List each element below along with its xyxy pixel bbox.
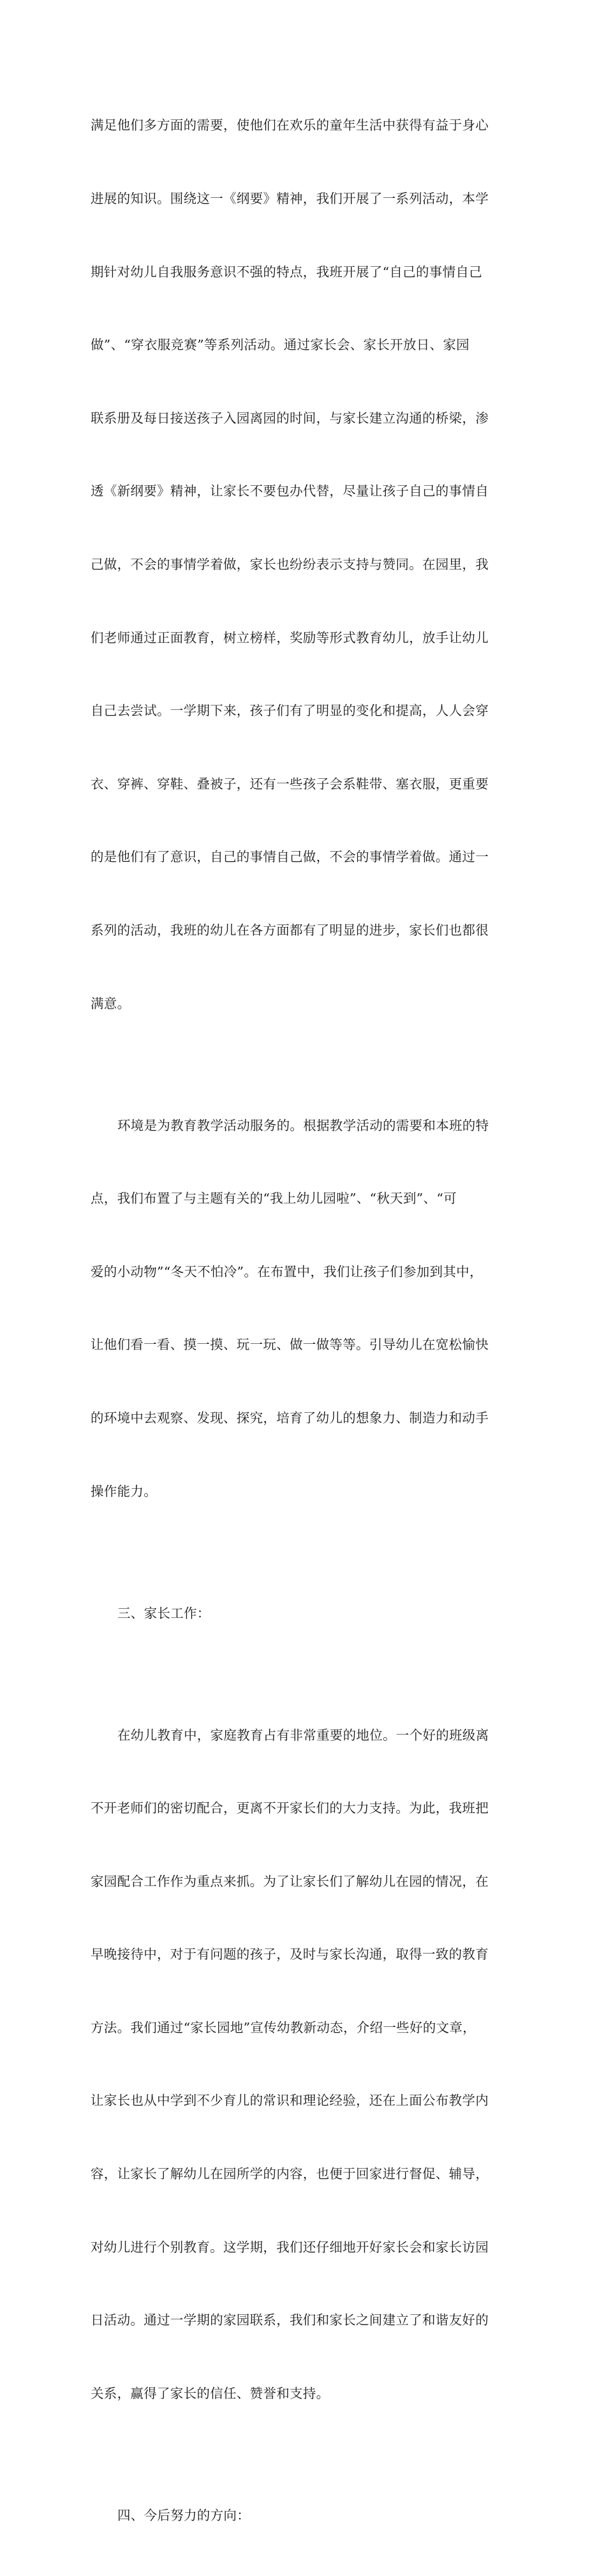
text-line: 的是他们有了意识，自己的事情自己做，不会的事情学着做。通过一 <box>91 849 489 865</box>
text-line: 早晚接待中，对于有问题的孩子，及时与家长沟通，取得一致的教育 <box>91 1947 489 1962</box>
text-line: 满足他们多方面的需要，使他们在欢乐的童年生活中获得有益于身心 <box>91 117 489 133</box>
text-line: 联系册及每日接送孩子入园离园的时间，与家长建立沟通的桥梁，渗 <box>91 410 489 426</box>
text-line: 们老师通过正面教育，树立榜样，奖励等形式教育幼儿，放手让幼儿 <box>91 629 489 645</box>
heading-line: 三、家长工作： <box>117 1605 211 1621</box>
text-line: 在幼儿教育中，家庭教育占有非常重要的地位。一个好的班级离 <box>117 1727 489 1743</box>
text-line: 方法。我们通过“家长园地”宣传幼教新动态，介绍一些好的文章， <box>91 2019 476 2035</box>
text-line: 点，我们布置了与主题有关的“我上幼儿园啦”、“秋天到”、“可 <box>91 1191 457 1207</box>
text-line: 系列的活动，我班的幼儿在各方面都有了明显的进步，家长们也都很 <box>91 922 489 938</box>
paragraph-parent-work <box>91 1674 512 2454</box>
text-line: 对幼儿进行个别教育。这学期，我们还仔细地开好家长会和家长访园 <box>91 2239 489 2255</box>
text-line: 进展的知识。围绕这一《纲要》精神，我们开展了一系列活动，本学 <box>91 191 489 206</box>
text-line: 让家长也从中学到不少育儿的常识和理论经验，还在上面公布教学内 <box>91 2093 489 2109</box>
text-line: 容，让家长了解幼儿在园所学的内容，也便于回家进行督促、辅导， <box>91 2166 489 2182</box>
text-line: 自己去尝试。一学期下来，孩子们有了明显的变化和提高，人人会穿 <box>91 703 489 719</box>
heading-line: 四、今后努力的方向： <box>117 2507 250 2523</box>
text-line: 透《新纲要》精神，让家长不要包办代替，尽量让孩子自己的事情自 <box>91 483 489 499</box>
text-line: 让他们看一看、摸一摸、玩一玩、做一做等等。引导幼儿在宽松愉快 <box>91 1337 489 1353</box>
paragraph-environment <box>91 1064 512 1552</box>
text-line: 环境是为教育教学活动服务的。根据教学活动的需要和本班的特 <box>117 1117 489 1133</box>
text-line: 期针对幼儿自我服务意识不强的特点，我班开展了“自己的事情自己 <box>91 264 482 280</box>
text-line: 己做，不会的事情学着做，家长也纷纷表示支持与赞同。在园里，我 <box>91 556 489 572</box>
text-line: 操作能力。 <box>91 1483 157 1499</box>
section-heading-parent-work <box>91 1552 512 1674</box>
text-line: 衣、穿裤、穿鞋、叠被子，还有一些孩子会系鞋带、塞衣服，更重要 <box>91 776 489 792</box>
text-line: 的环境中去观察、发现、探究，培育了幼儿的想象力、制造力和动手 <box>91 1410 489 1426</box>
text-line: 爱的小动物”“冬天不怕冷”。在布置中，我们让孩子们参加到其中， <box>91 1263 483 1279</box>
text-line: 关系，赢得了家长的信任、赞誉和支持。 <box>91 2385 330 2401</box>
text-line: 满意。 <box>91 995 131 1011</box>
section-heading-future-direction <box>91 2454 512 2576</box>
text-line: 不开老师们的密切配合，更离不开家长们的大力支持。为此，我班把 <box>91 1800 489 1816</box>
text-line: 日活动。通过一学期的家园联系，我们和家长之间建立了和谐友好的 <box>91 2312 489 2328</box>
text-line: 做”、“穿衣服竞赛”等系列活动。通过家长会、家长开放日、家园 <box>91 337 469 353</box>
paragraph-self-service <box>91 64 512 1064</box>
text-line: 家园配合工作作为重点来抓。为了让家长们了解幼儿在园的情况，在 <box>91 1873 489 1889</box>
document-body <box>91 64 512 2576</box>
